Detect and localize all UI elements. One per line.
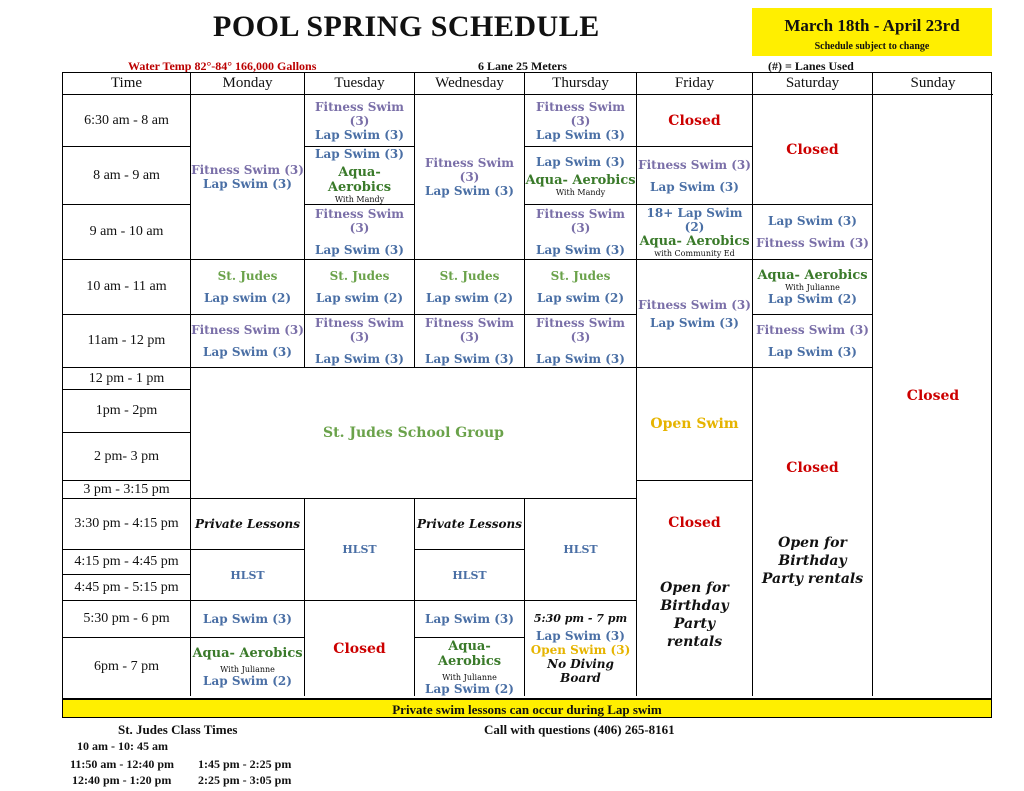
lap-swim: Lap Swim (3) [650,315,739,330]
thursday-9-cell [525,205,637,260]
time-slot: 8 am - 9 am [63,147,191,205]
aqua-aerobics: Aqua- Aerobics [525,172,636,188]
lap-swim: Lap Swim (3) [315,243,404,257]
open-swim: Open Swim [650,416,739,432]
class-time: 11:50 am - 12:40 pm [70,757,174,771]
aqua-aerobics: Aqua- Aerobics [192,646,303,661]
header-monday: Monday [191,73,305,95]
lap-swim: Lap swim (2) [536,291,624,305]
time-slot: 10 am - 11 am [63,260,191,315]
lap-swim: Lap Swim (3) [315,147,404,161]
header-saturday: Saturday [753,73,873,95]
lap-swim: Lap Swim (3) [768,345,857,359]
time-slot: 11am - 12 pm [63,315,191,368]
header-sunday: Sunday [873,73,993,95]
class-time: 1:45 pm - 2:25 pm [198,757,292,771]
saturday-early-cell [753,95,873,205]
open-swim: Open Swim (3) [530,643,631,657]
time-slot: 2 pm- 3 pm [63,433,191,481]
wednesday-330-cell [415,499,525,550]
lap-swim: Lap Swim (3) [536,127,625,142]
no-diving-board: No Diving Board [547,657,614,685]
lap-swim: Lap Swim (3) [203,612,292,626]
header-time: Time [63,73,191,95]
fitness-swim: Fitness Swim (3) [191,323,304,337]
birthday-rentals: Open for Birthday Party rentals [761,535,864,587]
private-lessons: Private Lessons [416,517,523,531]
friday-evening-cell [637,481,753,696]
wednesday-10-cell [415,260,525,315]
st-judes: St. Judes [329,269,390,283]
instructor: With Mandy [334,195,385,204]
tuesday-hlst-cell [305,499,415,601]
thursday-10-cell [525,260,637,315]
thursday-evening-cell [525,601,637,696]
lanes-used-legend: (#) = Lanes Used [768,59,854,73]
st-judes: St. Judes [217,269,278,283]
wednesday-hlst-cell [415,550,525,601]
instructor: With Julianne [785,283,840,292]
closed: Closed [786,141,839,158]
thursday-11-cell [525,315,637,368]
lap-swim: Lap swim (2) [203,291,291,305]
page-title: POOL SPRING SCHEDULE [213,10,600,43]
instructor: with Community Ed [654,249,735,258]
monday-530-cell [191,601,305,638]
fitness-swim: Fitness Swim (3) [638,157,751,172]
tuesday-630-cell [305,95,415,147]
lap-swim: Lap swim (2) [425,291,513,305]
header-wednesday: Wednesday [415,73,525,95]
fitness-swim: Fitness Swim (3) [756,323,869,337]
tuesday-11-cell [305,315,415,368]
instructor: With Julianne [442,672,497,682]
class-time: 12:40 pm - 1:20 pm [72,773,172,787]
st-judes: St. Judes [439,269,500,283]
time-slot: 3:30 pm - 4:15 pm [63,499,191,550]
adult-lap-swim: 18+ Lap Swim (2) [646,206,743,234]
tuesday-8-cell [305,147,415,205]
fitness-swim: Fitness Swim (3) [425,316,514,344]
lap-swim: Lap Swim (3) [315,352,404,366]
wednesday-morning-cell [415,95,525,260]
lap-swim: Lap Swim (3) [536,352,625,366]
instructor: With Mandy [555,187,606,197]
fitness-swim: Fitness Swim (3) [315,99,404,128]
lap-swim: Lap swim (2) [315,291,403,305]
header-friday: Friday [637,73,753,95]
closed: Closed [906,387,960,404]
aqua-aerobics: Aqua- Aerobics [327,165,392,195]
st-judes-school-group: St. Judes School Group [323,425,504,441]
lap-swim: Lap Swim (3) [203,177,292,191]
tuesday-10-cell [305,260,415,315]
aqua-aerobics: Aqua- Aerobics [437,638,502,669]
instructor: With Julianne [220,665,275,674]
hlst: HLST [563,543,598,556]
friday-open-swim-cell [637,368,753,481]
thursday-630-cell [525,95,637,147]
class-time: 10 am - 10: 45 am [77,739,168,753]
fitness-swim: Fitness Swim (3) [315,316,404,344]
saturday-10-cell [753,260,873,315]
thursday-hlst-cell [525,499,637,601]
lap-swim: Lap Swim (2) [203,674,292,688]
monday-330-cell [191,499,305,550]
wednesday-6pm-cell [415,638,525,696]
fitness-swim: Fitness Swim (3) [191,163,304,177]
fitness-swim: Fitness Swim (3) [536,207,625,235]
st-judes-group-cell [191,368,637,499]
private-lessons-banner: Private swim lessons can occur during Lap swim [62,699,992,718]
time-slot: 6pm - 7 pm [63,638,191,696]
lap-swim: Lap Swim (3) [425,612,514,626]
private-lessons: Private Lessons [194,517,301,531]
time-slot: 4:45 pm - 5:15 pm [63,575,191,601]
saturday-afternoon-cell [753,368,873,696]
thursday-8-cell [525,147,637,205]
time-slot: 6:30 am - 8 am [63,95,191,147]
schedule-note: Schedule subject to change [814,41,930,52]
sunday-cell [873,95,993,696]
class-time: 2:25 pm - 3:05 pm [198,773,292,787]
st-judes: St. Judes [550,269,611,283]
friday-9-cell [637,205,753,260]
hlst: HLST [230,568,265,582]
fitness-swim: Fitness Swim (3) [536,316,625,344]
lap-swim: Lap Swim (2) [425,681,514,696]
date-range-box [752,8,992,56]
fitness-swim: Fitness Swim (3) [536,99,625,128]
fitness-swim: Fitness Swim (3) [315,207,404,235]
lap-swim: Lap Swim (3) [203,345,292,359]
fitness-swim: Fitness Swim (3) [756,236,869,250]
aqua-aerobics: Aqua- Aerobics [757,268,868,283]
closed: Closed [668,515,721,531]
lap-swim: Lap Swim (3) [650,179,739,194]
lap-swim: Lap Swim (3) [536,629,625,643]
monday-hlst-cell [191,550,305,601]
monday-10-cell [191,260,305,315]
lap-swim: Lap Swim (3) [315,127,404,142]
monday-6pm-cell [191,638,305,696]
monday-morning-cell [191,95,305,260]
wednesday-11-cell [415,315,525,368]
closed: Closed [668,112,721,129]
hlst: HLST [452,568,487,582]
aqua-aerobics: Aqua- Aerobics [639,234,750,249]
fitness-swim: Fitness Swim (3) [425,156,514,184]
header-thursday: Thursday [525,73,637,95]
time-slot: 1pm - 2pm [63,390,191,433]
tuesday-evening-cell [305,601,415,696]
lane-info: 6 Lane 25 Meters [478,59,567,73]
lap-swim: Lap Swim (2) [768,292,857,306]
header-tuesday: Tuesday [305,73,415,95]
monday-11-cell [191,315,305,368]
lap-swim: Lap Swim (3) [536,243,625,257]
contact-phone: Call with questions (406) 265-8161 [484,722,675,737]
lap-swim: Lap Swim (3) [768,214,857,228]
lap-swim: Lap Swim (3) [425,352,514,366]
time-slot: 9 am - 10 am [63,205,191,260]
schedule-table [62,72,992,699]
closed: Closed [786,460,839,476]
saturday-9-cell [753,205,873,260]
saturday-11-cell [753,315,873,368]
hlst: HLST [342,543,377,556]
thursday-evening-time: 5:30 pm - 7 pm [533,612,628,625]
friday-late-morning-cell [637,260,753,368]
date-range: March 18th - April 23rd [784,16,960,35]
lap-swim: Lap Swim (3) [425,184,514,198]
time-slot: 12 pm - 1 pm [63,368,191,390]
birthday-rentals: Open for Birthday Party rentals [660,580,729,650]
tuesday-9-cell [305,205,415,260]
time-slot: 5:30 pm - 6 pm [63,601,191,638]
time-slot: 4:15 pm - 4:45 pm [63,550,191,575]
fitness-swim: Fitness Swim (3) [638,297,751,312]
time-slot: 3 pm - 3:15 pm [63,481,191,499]
water-info: Water Temp 82°-84° 166,000 Gallons [128,59,317,73]
wednesday-530-cell [415,601,525,638]
closed: Closed [333,640,386,657]
class-times-title: St. Judes Class Times [118,722,238,737]
lap-swim: Lap Swim (3) [536,154,625,169]
friday-8-cell [637,147,753,205]
friday-630-cell [637,95,753,147]
